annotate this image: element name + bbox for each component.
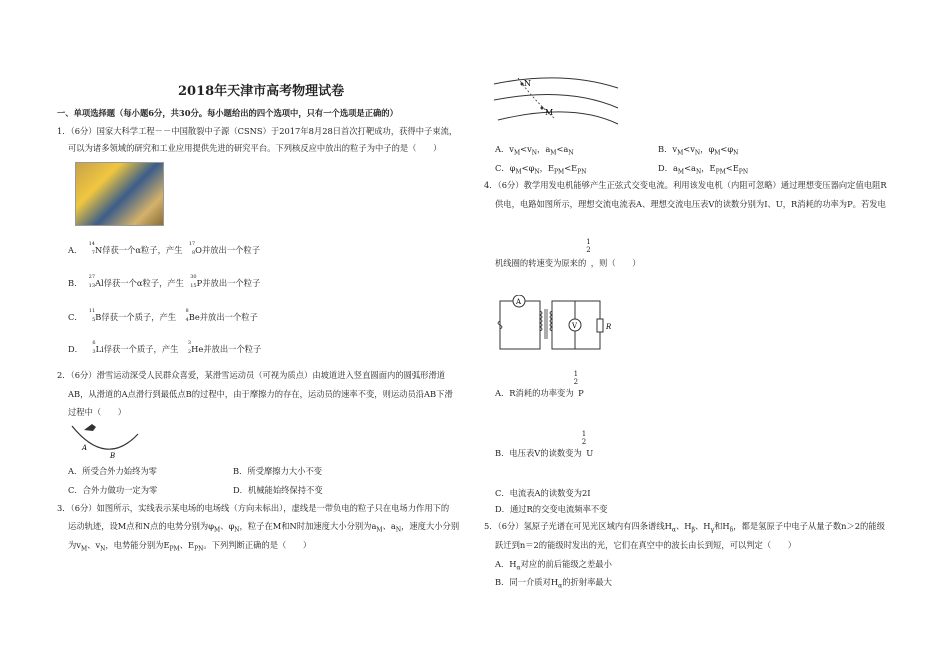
q5-option-a[interactable]: A．$H_\alpha$对应的前后能级之差最小 [495, 559, 612, 572]
q2-stem-line2: AB，从滑道的A点滑行到最低点B的过程中，由于摩擦力的存在，运动员的速率不变，则运动员沿AB下滑 [68, 389, 453, 399]
voltmeter-label: V [572, 322, 578, 330]
q1-stem-line1: 1．（6分）国家大科学工程－－中国散裂中子源（CSNS）于2017年8月28日首次打靶成功，获得中子束流， [57, 126, 458, 136]
q2-stem-line1: 2．（6分）滑雪运动深受人民群众喜爱，某滑雪运动员（可视为质点）由坡道进入竖直圆面内的圆弧形滑道 [57, 370, 446, 380]
fraction: 1 2 [573, 370, 579, 386]
nuclide-symbol: B [95, 312, 102, 322]
option-text: 并放出一个粒子 [201, 245, 261, 255]
nuclide-symbol: Li [95, 344, 104, 354]
nuclide: 30 15 [190, 274, 197, 289]
ammeter-label: A [516, 298, 522, 306]
q2-option-c[interactable]: C．合外力做功一定为零 [68, 485, 158, 495]
nuclide: 17 8 [188, 241, 196, 256]
fraction: 1 2 [581, 430, 587, 446]
q4-stem-line3: 机线圈的转速变为原来的 1 2 ，则（ ） [495, 238, 641, 268]
option-text: 并放出一个粒子 [202, 278, 261, 288]
q2-option-d[interactable]: D．机械能始终保持不变 [233, 485, 323, 495]
nuclide-symbol: Al [95, 278, 104, 288]
q3-option-b[interactable]: B．$v_M<v_N$，$\varphi_M<\varphi_N$ [658, 144, 739, 157]
resistor-label: R [606, 323, 612, 331]
point-a-label: A [82, 444, 88, 452]
nuclide-symbol: Be [188, 312, 200, 322]
q4-option-a[interactable]: A．R消耗的功率变为 1 2 P [495, 370, 584, 398]
point-b-label: B [110, 452, 116, 460]
q4-stem-line2: 供电，电路如图所示，理想交流电流表A、理想交流电压表V的读数分别为I、U，R消耗的功率为P。若发电 [495, 199, 886, 209]
nuclide: 14 7 [88, 241, 95, 256]
option-text: 俘获一个α粒子，产生 [102, 245, 183, 255]
q1-option-d[interactable] [68, 340, 262, 355]
q1-option-a[interactable] [68, 241, 261, 256]
option-text: 俘获一个质子，产生 [103, 344, 179, 354]
option-label: D． [68, 344, 83, 354]
point-m-label: M [545, 108, 554, 117]
electric-field-figure [492, 74, 622, 126]
q1-stem-line2: 可以为诸多领域的研究和工业应用提供先进的研究平台。下列核反应中放出的粒子为中子的是（ ） [68, 143, 442, 153]
q3-stem-line2: 运动轨迹，设M点和N点的电势分别为$\varphi_M$、$\varphi_N$，粒子在M和N时加速度大小分别为$a_M$、$a_N$，速度大小分别 [68, 521, 460, 534]
q2-option-a[interactable]: A．所受合外力始终为零 [68, 466, 157, 476]
q3-option-c[interactable]: C．$\varphi_M<\varphi_N$，$E_{PM}<E_{PN}$ [495, 163, 587, 176]
option-text: 俘获一个α粒子，产生 [103, 278, 184, 288]
nuclide-symbol: O [195, 245, 202, 255]
q3-stem-line1: 3．（6分）如图所示，实线表示某电场的电场线（方向未标出），虚线是一带负电的粒子只在电场力作用下的 [57, 503, 450, 513]
q3-stem-line3: 为$v_M$、$v_N$，电势能分别为$E_{PM}$、$E_{PN}$。下列判断正确的是（ ） [68, 540, 312, 553]
point-n-label: N [524, 79, 531, 88]
q5-option-b[interactable]: B．同一介质对$H_\alpha$的折射率最大 [495, 577, 612, 590]
nuclide: 8 4 [185, 308, 189, 323]
nuclide-symbol: N [94, 245, 103, 255]
nuclide: 11 5 [88, 308, 96, 323]
q5-stem-line2: 跃迁到n＝2的能级时发出的光，它们在真空中的波长由长到短，可以判定（ ） [495, 540, 797, 550]
nuclide: 3 2 [187, 340, 192, 355]
page-title: 2018年天津市高考物理试卷 [178, 84, 345, 99]
q1-option-c[interactable] [68, 308, 258, 323]
csns-photo [75, 162, 164, 226]
nuclide: 6 3 [92, 340, 96, 355]
q4-option-c[interactable]: C．电流表A的读数变为2I [495, 488, 591, 498]
q4-option-b[interactable]: B．电压表V的读数变为 1 2 U [495, 430, 594, 458]
q4-stem-line1: 4．（6分）教学用发电机能够产生正弦式交变电流。利用该发电机（内阻可忽略）通过理想变压器向定值电阻R [484, 180, 887, 190]
q4-option-d[interactable]: D．通过R的交变电流频率不变 [495, 504, 608, 514]
q3-option-a[interactable]: A．$v_M<v_N$，$a_M<a_N$ [495, 144, 574, 157]
nuclide-symbol: He [191, 344, 204, 354]
option-text: 俘获一个质子，产生 [101, 312, 177, 322]
option-label: B． [68, 278, 83, 288]
q2-option-b[interactable]: B．所受摩擦力大小不变 [233, 466, 323, 476]
q3-option-d[interactable]: D．$a_M<a_N$，$E_{PM}<E_{PN}$ [658, 163, 749, 176]
q2-stem-line3: 过程中（ ） [68, 407, 127, 417]
nuclide: 27 13 [88, 274, 96, 289]
section-heading: 一、单项选择题（每小题6分，共30分。每小题给出的四个选项中，只有一个选项是正确的） [57, 108, 398, 118]
ski-track-figure [66, 420, 146, 460]
option-label: C． [68, 312, 83, 322]
q5-stem-line1: 5．（6分）氢原子光谱在可见光区域内有四条谱线$H_\alpha$、$H_\beta$、$H_\gamma$和$H_\delta$，都是氢原子中电子从量子数n＞2的能级 [484, 521, 885, 534]
option-text: 并放出一个粒子 [203, 344, 262, 354]
q1-option-b[interactable] [68, 274, 261, 289]
transformer-circuit-figure [495, 295, 615, 353]
option-label: A． [68, 245, 83, 255]
option-text: 并放出一个粒子 [199, 312, 258, 322]
nuclide-symbol: P [196, 278, 203, 288]
fraction: 1 2 [586, 238, 591, 254]
